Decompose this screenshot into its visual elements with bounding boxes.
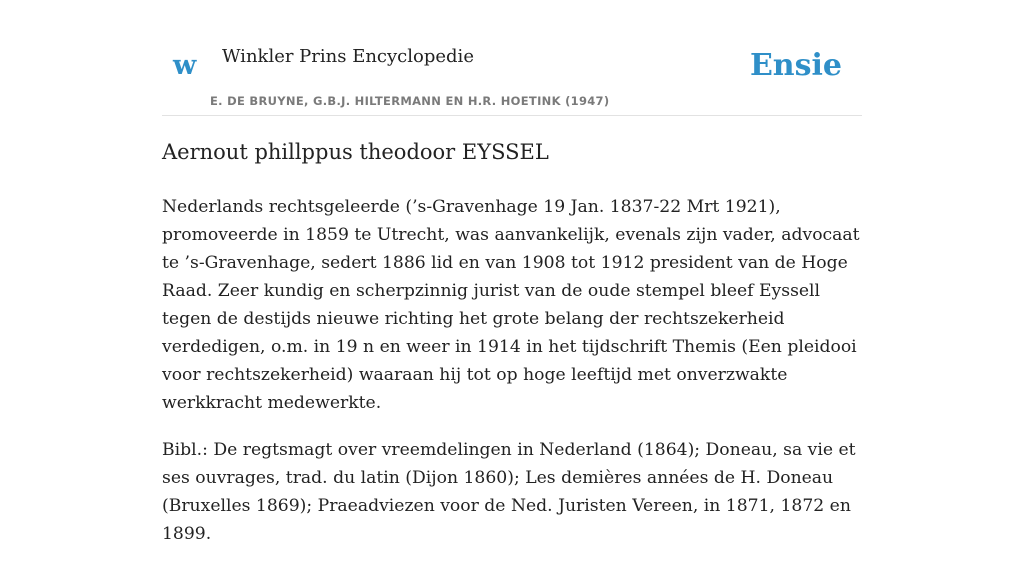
page — [162, 0, 862, 544]
encyclopedia-title[interactable]: Winkler Prins Encyclopedie — [222, 46, 474, 67]
article-paragraph: Nederlands rechtsgeleerde (’s-Gravenhage 19 Jan. 1837-22 Mrt 1921), promoveerde in 1859 te Utrecht, was aanvankelijk, evenals zijn vader, advocaat te ’s-Gravenhage, sedert 1886 lid en van 1908 tot 1912 president van de Hoge Raad. Zeer kundig en scherpzinnig jurist van de oude stempel bleef Eyssell tegen de destijds nieuwe richting het grote belang der rechtszekerheid verdedigen, o.m. in 19 n en weer in 1914 in het tijdschrift Themis (Een pleidooi voor rechtszekerheid) waaraan hij tot op hoge leeftijd met onverzwakte werkkracht medewerkte. — [162, 197, 860, 413]
ensie-logo[interactable]: Ensie — [749, 48, 842, 83]
bibliography-paragraph: Bibl.: De regtsmagt over vreemdelingen in Nederland (1864); Doneau, sa vie et ses ouvrages, trad. du latin (Dijon 1860); Les demières années de H. Doneau (Bruxelles 1869); Praeadviezen voor de Ned. Juristen Vereen, in 1871, 1872 en 1899. — [162, 440, 856, 544]
winkler-prins-logo[interactable]: w — [173, 50, 197, 81]
header — [162, 0, 862, 116]
article-title: Aernout phillppus theodoor EYSSEL — [162, 140, 549, 164]
authors-line: E. DE BRUYNE, G.B.J. HILTERMANN EN H.R. HOETINK (1947) — [210, 94, 610, 108]
article-body — [162, 193, 862, 567]
